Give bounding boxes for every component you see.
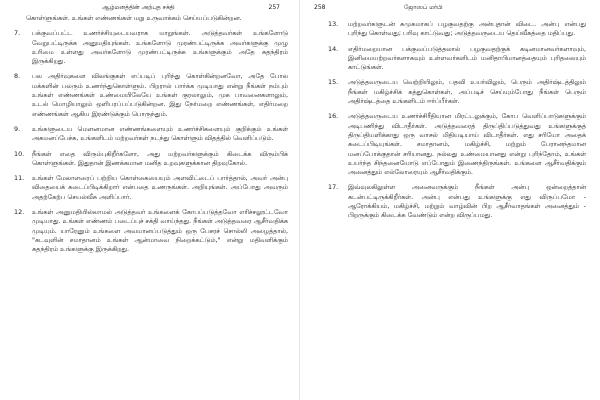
right-running-title: ஜோஸப் மர்பி — [404, 4, 443, 11]
left-page-number: 257 — [268, 4, 280, 11]
item-text: உங்களுடைய மௌனமான எண்ணங்களையும் உணர்ச்சிகளையும் குறிக்கும் உங்கள் அகமனப்பேச்சு, உங்களிடம் மற்றவர்கள் நடந்து கொள்ளும் விதத்தில் வெளிப்படும். — [32, 124, 288, 143]
item-text: அடுத்தவருடைய உணர்ச்சிரீதியான மிரட்டலுக்கும், கோப வெளிப்பாடுகளுக்கும் அடிபணிந்து விடாதீர்கள். அடுத்தவரைத் திருப்திப்படுத்துவது உங்களுக்குத் திருப்தியளிக்காது ஒரு வாசல் மிதியடியாய் விடாதீர்கள். எது சரியோ அதைக் கடைப்பிடியுங்கள். சமாதானம், மகிழ்ச்சி, மற்றும் பேரானந்தமான மனப்போக்குதான் சரியானது. நல்லது உண்மையானது என்று புரிந்தோம், உங்கள் உயர்ந்த சிந்தனையோடு எப்போதும் இணைந்திருங்கள். உங்களை ஆசீர்வதிக்கும் அனைத்தும் எல்லோரையும் ஆசீர்வதிக்கும். — [348, 112, 586, 177]
item-number: 14. — [328, 44, 339, 53]
item-number: 15. — [328, 78, 339, 87]
item-number: 9. — [14, 124, 21, 133]
item-number: 7. — [14, 29, 21, 38]
list-item — [14, 72, 288, 118]
item-text: பக்குவப்பட்ட உணர்ச்சியுடையவராக மாறுங்கள். அடுத்தவர்கள் உங்களோடு வேறுபட்டிருக்க அனுமதியுங்கள். உங்களோடு முரண்பட்டிருக்க அவர்களுக்கு முழு உரிமை உள்ளது அவர்களோடு முரண்பட்டிருக்க உங்களுக்கும் அதே சுதந்திரம் இருக்கிறது. — [32, 29, 288, 66]
list-item — [328, 20, 586, 39]
item-text: நீங்கள் எதை விரும்புகிறீர்களோ, அது மற்றவர்களுக்கும் கிடைக்க விரும்பிக் கொள்ளுங்கள். இதுதான் இணக்கமான மனித உறவுகளுக்கான திறவுகோல். — [32, 149, 288, 167]
item-number: 17. — [328, 183, 339, 192]
list-item — [14, 125, 288, 144]
list-item — [328, 112, 586, 177]
item-text: பல அதிர்வுகளை விலங்குகள் எப்படிப் புரிந்து கொள்கின்றனவோ, அதே போல மக்களின் பலரும் உணர்ந்துகொள்ளும். பிறரால் பார்க்க முடியாது என்று நீங்கள் நம்பும் உங்கள் எண்ணங்கள் உண்மையிலேயே உங்கள் குரலாலும், முக பாவனைகளாலும், உடல் மொழியாலும் ஒளிபரப்பப்படுகின்றன. இது நேர்மறை எண்ணங்கள், எதிர்மறை எண்ணங்கள் ஆகிய இரண்டுக்கும் பொருந்தும். — [32, 72, 288, 118]
item-number: 8. — [14, 72, 21, 81]
item-number: 10. — [14, 149, 25, 158]
item-text: உங்கள் அனுமதியில்லாமல் அடுத்தவர் உங்களைக் கோபப்படுத்தவோ எரிச்சலூட்டவோ முடியாது. உங்கள் எண்ணம் படைப்புச் சக்தி வாய்ந்தது. நீங்கள் அடுத்தவரை ஆசீர்வதிக்க முடியும். யாரேனும் உங்களை அவமானப்படுத்தும் ஒரு பேசரச் சொல்லி அழைத்தால், "கடவுளின் சமாதானம் உங்கள் ஆன்மாவை நிறைக்கட்டும்," என்று மதிவளிக்கும் சுதந்திரம் உங்களுக்கு இருக்கிறது. — [32, 208, 288, 254]
list-item — [328, 45, 586, 73]
right-page-number: 258 — [314, 4, 326, 11]
right-page-body — [314, 20, 586, 221]
item-text: உங்கள் மேலாளரைப் பற்றிய கொள்கையையும் அளவிட்டைப் பார்த்தால், அவர் அன்பு விதையைக் கடைப்பிடிக்கிறார் என்பதை உணருங்கள். அறியுங்கள். அப்போது அவரும் அதற்கேற்ப செயல்வீசு அளிப்பார். — [32, 174, 288, 201]
left-page-body — [14, 14, 288, 255]
right-page-header — [314, 0, 586, 14]
item-number: 13. — [328, 20, 339, 28]
list-item — [14, 174, 288, 202]
left-running-title: ஆழ்மனத்தின் அற்புத சக்தி — [102, 4, 175, 11]
item-text: இவ்வுலகிலுள்ள அனைவருக்கும் நீங்கள் அன்பு ஒன்றைத்தான் கடன்பட்டிருக்கிறீர்கள். அன்பு என்பது உங்களுக்கு எது விருப்பமோ - ஆரோக்கியம், மகிழ்ச்சி, மற்றும் வாழ்வின் பிற ஆசீர்வாதங்கள் அனைத்தும் - பிறருக்கும் கிடைக்க வேண்டும் என்ற விருப்பமது. — [348, 183, 586, 220]
list-item — [328, 183, 586, 220]
continuation-paragraph: கொள்ளுங்கள். உங்கள் எண்ணங்கள் மறு உருவாக்கம் செய்யப்படுகின்றன. — [26, 14, 242, 22]
list-item — [14, 150, 288, 169]
list-item — [14, 29, 288, 66]
item-text: அடுத்தவருடைய வெற்றியிலும், பதவி உயர்விலும், பெரும் அதிர்ஷ்டத்திலும் நீங்கள் மகிழ்ச்சிக் கத்துகொள்கள், அப்படிச் செய்யும்போது நீங்கள் பெரும் அதிர்ஷ்டத்தை உங்களிடம் ஈர்ப்பீர்கள். — [348, 78, 586, 106]
right-page — [300, 0, 600, 400]
list-item — [14, 208, 288, 254]
left-page-header — [14, 0, 288, 14]
item-number: 11. — [14, 174, 25, 183]
list-item — [328, 78, 586, 106]
item-number: 12. — [14, 208, 25, 217]
item-text: எதிர்மறையான பக்குவப்படுத்தலால் பழகுவதற்குக் கடினமானவர்களாவும், இனிமையற்றவர்களாகவும் உள்ளவர்களிடம் மனிதாபிமானத்தையும் புரிதலையும் காட்டுங்கள். — [348, 44, 586, 72]
item-number: 16. — [328, 112, 339, 121]
item-text: மற்றவர்களுடன் சுமுகமாகப் பழகுவதற்கு அன்புதான் விடை. அன்பு என்பது புரிந்து கொள்வது; பரிவு காட்டுவது; அடுத்தவருடைய தெய்வீகத்தை மதிப்பது. — [348, 20, 586, 38]
